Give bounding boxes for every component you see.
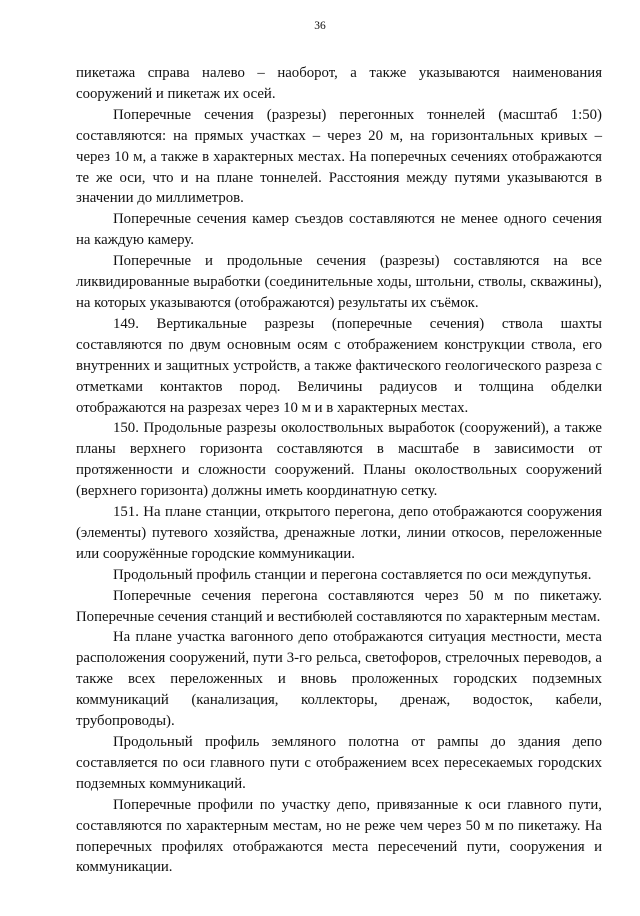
paragraph-item-150: 150. Продольные разрезы околоствольных выработок (сооружений), а также планы верхнего горизонта составляются в масштабе в зависимости от протяженности и сложности сооружений. Планы околоствольных сооружений (верхнего горизонта) должны иметь координатную сетку.	[76, 420, 602, 500]
paragraph-tunnel-cross-sections: Поперечные сечения (разрезы) перегонных тоннелей (масштаб 1:50) составляются: на прямых участках – через 20 м, на горизонтальных кривых – через 10 м, а также в характерных местах. На поперечных сечениях отображаются те же оси, что и на плане тоннелей. Расстояния между путями указываются в значении до миллиметров.	[76, 106, 602, 207]
paragraph-continuation: пикетажа справа налево – наоборот, а также указываются наименования сооружений и пикетаж их осей.	[76, 65, 602, 102]
document-body	[76, 63, 602, 878]
paragraph-item-149: 149. Вертикальные разрезы (поперечные сечения) ствола шахты составляются по двум основным осям с отображением конструкции ствола, его внутренних и защитных устройств, а также фактического геологического разреза с отметками контактов пород. Величины радиусов и толщина обделки отображаются на разрезах через 10 м и в характерных местах.	[76, 315, 602, 416]
paragraph-depot-plan: На плане участка вагонного депо отображаются ситуация местности, места расположения сооружений, пути 3-го рельса, светофоров, стрелочных переводов, а также всех переложенных и вновь проложенных городских подземных коммуникаций (канализация, коллекторы, дренаж, водосток, кабели, трубопроводы).	[76, 629, 602, 730]
paragraph-haul-cross-sections: Поперечные сечения перегона составляются через 50 м по пикетажу. Поперечные сечения станций и вестибюлей составляются по характерным местам.	[76, 587, 602, 625]
paragraph-crossover-chambers: Поперечные сечения камер съездов составляются не менее одного сечения на каждую камеру.	[76, 211, 602, 249]
paragraph-depot-cross-profiles: Поперечные профили по участку депо, привязанные к оси главного пути, составляются по характерным местам, но не реже чем через 50 м по пикетажу. На поперечных профилях отображаются места пересечений пути, сооружения и коммуникации.	[76, 796, 602, 876]
paragraph-liquidated-workings: Поперечные и продольные сечения (разрезы) составляются на все ликвидированные выработки (соединительные ходы, штольни, стволы, скважины), на которых указываются (отображаются) результаты их съёмок.	[76, 253, 602, 311]
paragraph-station-profile: Продольный профиль станции и перегона составляется по оси междупутья.	[113, 566, 592, 583]
paragraph-item-151: 151. На плане станции, открытого перегона, депо отображаются сооружения (элементы) путевого хозяйства, дренажные лотки, линии откосов, переложенные или сооружённые городские коммуникации.	[76, 504, 602, 562]
page-number: 36	[314, 20, 326, 32]
paragraph-subgrade-profile: Продольный профиль земляного полотна от рампы до здания депо составляется по оси главного пути с отображением всех пересекаемых городских подземных коммуникаций.	[76, 734, 602, 792]
